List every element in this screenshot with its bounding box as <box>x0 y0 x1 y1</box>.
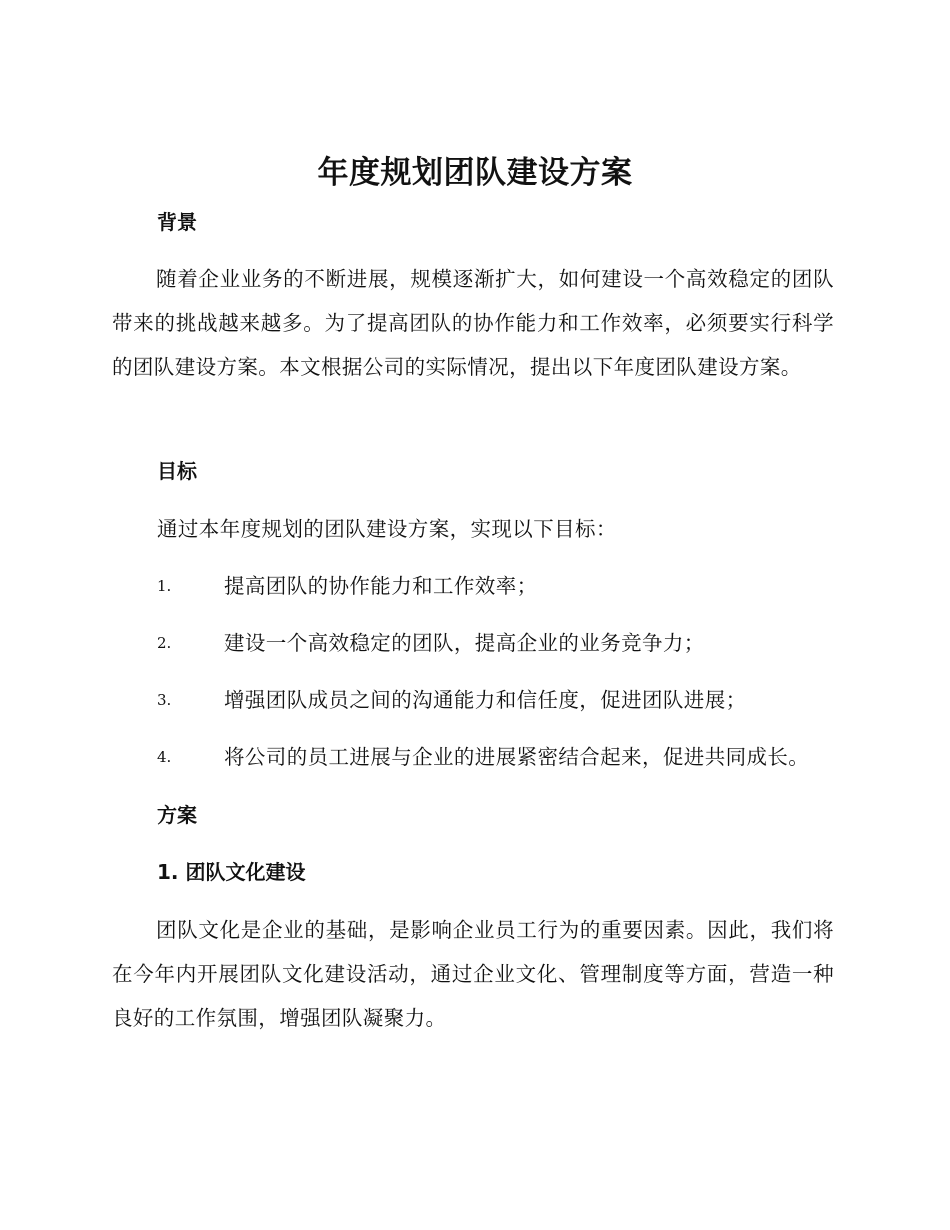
goal-text: 增强团队成员之间的沟通能力和信任度，促进团队进展； <box>224 688 747 712</box>
goal-item-1 <box>157 571 857 601</box>
heading-goals: 目标 <box>157 459 197 483</box>
goals-intro: 通过本年度规划的团队建设方案，实现以下目标： <box>157 517 617 541</box>
goal-number: 1. <box>157 577 172 595</box>
heading-plan: 方案 <box>157 803 197 827</box>
goal-item-4 <box>157 742 857 772</box>
goal-number: 4. <box>157 748 172 766</box>
heading-team-culture: 1. 团队文化建设 <box>157 860 306 884</box>
heading-background: 背景 <box>157 210 197 234</box>
goal-text: 提高团队的协作能力和工作效率； <box>224 574 538 598</box>
goal-item-2 <box>157 628 857 658</box>
paragraph-team-culture: 团队文化是企业的基础，是影响企业员工行为的重要因素。因此，我们将在今年内开展团队文化建设活动，通过企业文化、管理制度等方面，营造一种良好的工作氛围，增强团队凝聚力。 <box>112 918 834 1030</box>
paragraph-background: 随着企业业务的不断进展，规模逐渐扩大，如何建设一个高效稳定的团队带来的挑战越来越多。为了提高团队的协作能力和工作效率，必须要实行科学的团队建设方案。本文根据公司的实际情况，提出以下年度团队建设方案。 <box>112 267 834 379</box>
goal-text: 将公司的员工进展与企业的进展紧密结合起来，促进共同成长。 <box>224 745 810 769</box>
goal-item-3 <box>157 685 857 715</box>
goal-number: 3. <box>157 691 172 709</box>
goal-text: 建设一个高效稳定的团队，提高企业的业务竞争力； <box>224 631 705 655</box>
goal-number: 2. <box>157 634 172 652</box>
document-title: 年度规划团队建设方案 <box>317 155 633 191</box>
